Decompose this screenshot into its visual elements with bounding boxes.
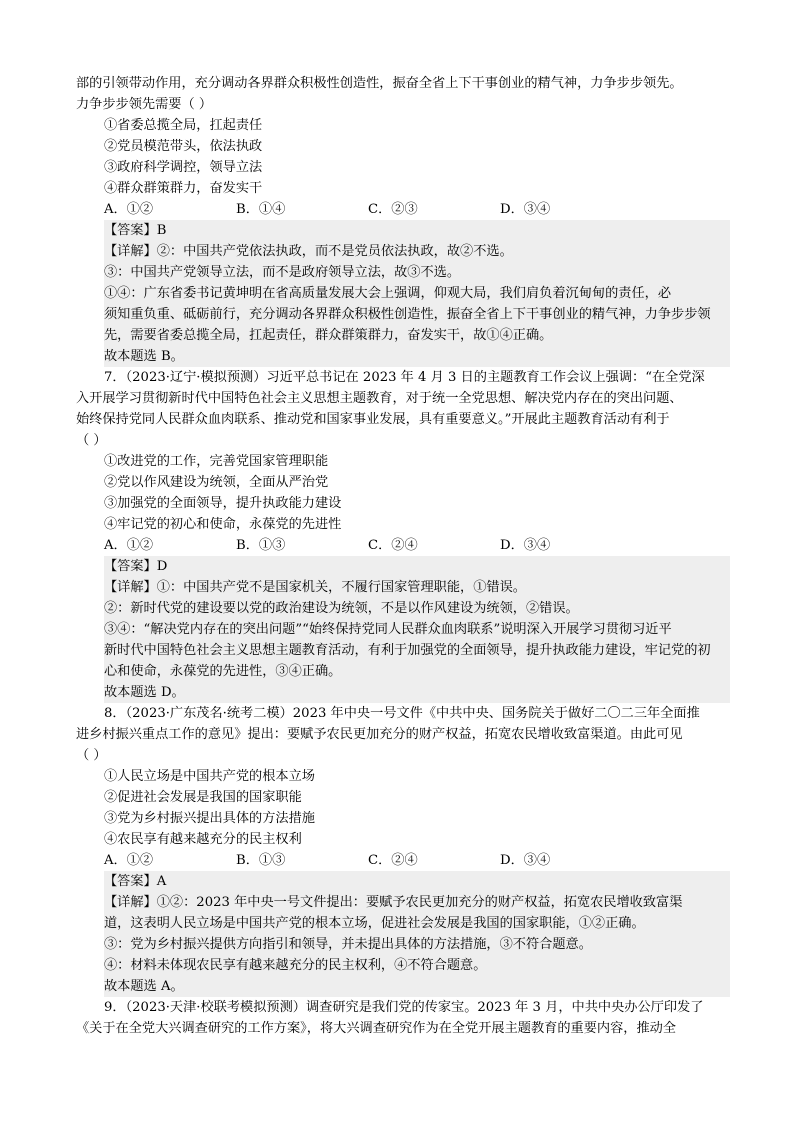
question-7	[76, 367, 722, 703]
question-stem-line: 7．（2023·辽宁·模拟预测）习近平总书记在 2023 年 4 月 3 日的主题教育工作会议上强调：“在全党深	[104, 370, 705, 385]
detail-line: 先，需要省委总揽全局，扛起责任，群众群策群力，奋发实干，故①④正确。	[104, 328, 553, 343]
choice-item: ④农民享有越来越充分的民主权利	[104, 832, 302, 847]
question-stem-line: 进乡村振兴重点工作的意见》提出：要赋予农民更加充分的财产权益，拓宽农民增收致富渠道。由此可见	[76, 727, 683, 742]
option-d: D．③④	[500, 202, 551, 217]
choice-item: ②党员模范带头，依法执政	[104, 139, 263, 154]
question-8	[76, 703, 722, 997]
question-stem-line: 入开展学习贯彻新时代中国特色社会主义思想主题教育，对于统一全党思想、解决党内存在的突出问题、	[76, 391, 683, 406]
question-stem-line: 8．（2023·广东茂名·统考二模）2023 年中央一号文件《中共中央、国务院关于做好二〇二三年全面推	[104, 706, 700, 721]
answer-explanation	[104, 871, 730, 997]
detail-line: ③：党为乡村振兴提供方向指引和领导，并未提出具体的方法措施，③不符合题意。	[104, 937, 592, 952]
answer-options	[76, 850, 722, 871]
question-stem-line: 《关于在全党大兴调查研究的工作方案》，将大兴调查研究作为在全党开展主题教育的重要内容，推动全	[76, 1021, 677, 1036]
choice-item: ④群众群策群力，奋发实干	[104, 181, 263, 196]
choice-item: ④牢记党的初心和使命，永葆党的先进性	[104, 517, 342, 532]
choice-item: ③党为乡村振兴提出具体的方法措施	[104, 811, 315, 826]
option-b: B．①④	[236, 202, 286, 217]
choice-item: ②促进社会发展是我国的国家职能	[104, 790, 302, 805]
detail-line: 心和使命，永葆党的先进性，③④正确。	[104, 664, 342, 679]
choice-item: ①改进党的工作，完善党国家管理职能	[104, 454, 329, 469]
detail-line: 【详解】②：中国共产党依法执政，而不是党员依法执政，故②不选。	[104, 244, 513, 259]
question-stem-line: 9．（2023·天津·校联考模拟预测）调查研究是我们党的传家宝。2023 年 3 月，中共中央办公厅印发了	[104, 1000, 704, 1015]
detail-conclusion: 故本题选 D。	[104, 685, 185, 700]
option-a: A．①②	[104, 538, 154, 553]
detail-line: ④：材料未体现农民享有越来越充分的民主权利，④不符合题意。	[104, 958, 487, 973]
choice-item: ③政府科学调控，领导立法	[104, 160, 263, 175]
option-a: A．①②	[104, 853, 154, 868]
answer-options	[76, 535, 722, 556]
question-stem-line: （ ）	[76, 748, 107, 763]
option-b: B．①③	[236, 538, 286, 553]
option-c: C．②③	[368, 202, 418, 217]
answer-label: 【答案】D	[104, 559, 168, 574]
detail-conclusion: 故本题选 A。	[104, 979, 184, 994]
detail-line: ②：新时代党的建设要以党的政治建设为统领，不是以作风建设为统领，②错误。	[104, 601, 579, 616]
question-stem-line: 部的引领带动作用，充分调动各界群众积极性创造性，振奋全省上下干事创业的精气神，力争步步领先。	[76, 76, 683, 91]
detail-line: ③④：“解决党内存在的突出问题”“始终保持党同人民群众血肉联系”说明深入开展学习贯彻习近平	[104, 622, 672, 637]
question-stem-line: 力争步步领先需要（ ）	[76, 97, 213, 112]
option-d: D．③④	[500, 538, 551, 553]
option-b: B．①③	[236, 853, 286, 868]
detail-line: 【详解】①：中国共产党不是国家机关，不履行国家管理职能，①错误。	[104, 580, 526, 595]
choice-item: ②党以作风建设为统领，全面从严治党	[104, 475, 329, 490]
option-c: C．②④	[368, 538, 418, 553]
choice-item: ③加强党的全面领导，提升执政能力建设	[104, 496, 342, 511]
detail-conclusion: 故本题选 B。	[104, 349, 184, 364]
answer-explanation	[104, 556, 730, 703]
option-c: C．②④	[368, 853, 418, 868]
answer-label: 【答案】B	[104, 223, 167, 238]
question-9	[76, 997, 722, 1039]
detail-line: 道，这表明人民立场是中国共产党的根本立场，促进社会发展是我国的国家职能，①②正确。	[104, 916, 645, 931]
detail-line: 新时代中国特色社会主义思想主题教育活动，有利于加强党的全面领导，提升执政能力建设，牢记党的初	[104, 643, 711, 658]
question-stem-line: 始终保持党同人民群众血肉联系、推动党和国家事业发展，具有重要意义。”开展此主题教育活动有利于	[76, 412, 670, 427]
answer-options	[76, 199, 722, 220]
question-6	[76, 73, 722, 367]
question-stem-line: （ ）	[76, 433, 107, 448]
answer-explanation	[104, 220, 730, 367]
option-a: A．①②	[104, 202, 154, 217]
choice-item: ①人民立场是中国共产党的根本立场	[104, 769, 315, 784]
detail-line: 【详解】①②：2023 年中央一号文件提出：要赋予农民更加充分的财产权益，拓宽农民增收致富渠	[104, 895, 683, 910]
choice-item: ①省委总揽全局，扛起责任	[104, 118, 263, 133]
option-d: D．③④	[500, 853, 551, 868]
answer-label: 【答案】A	[104, 874, 167, 889]
detail-line: ③：中国共产党领导立法，而不是政府领导立法，故③不选。	[104, 265, 461, 280]
detail-line: ①④：广东省委书记黄坤明在省高质量发展大会上强调，仰观大局，我们肩负着沉甸甸的责任，必	[104, 286, 672, 301]
detail-line: 须知重负重、砥砺前行，充分调动各界群众积极性创造性，振奋全省上下干事创业的精气神，力争步步领	[104, 307, 711, 322]
